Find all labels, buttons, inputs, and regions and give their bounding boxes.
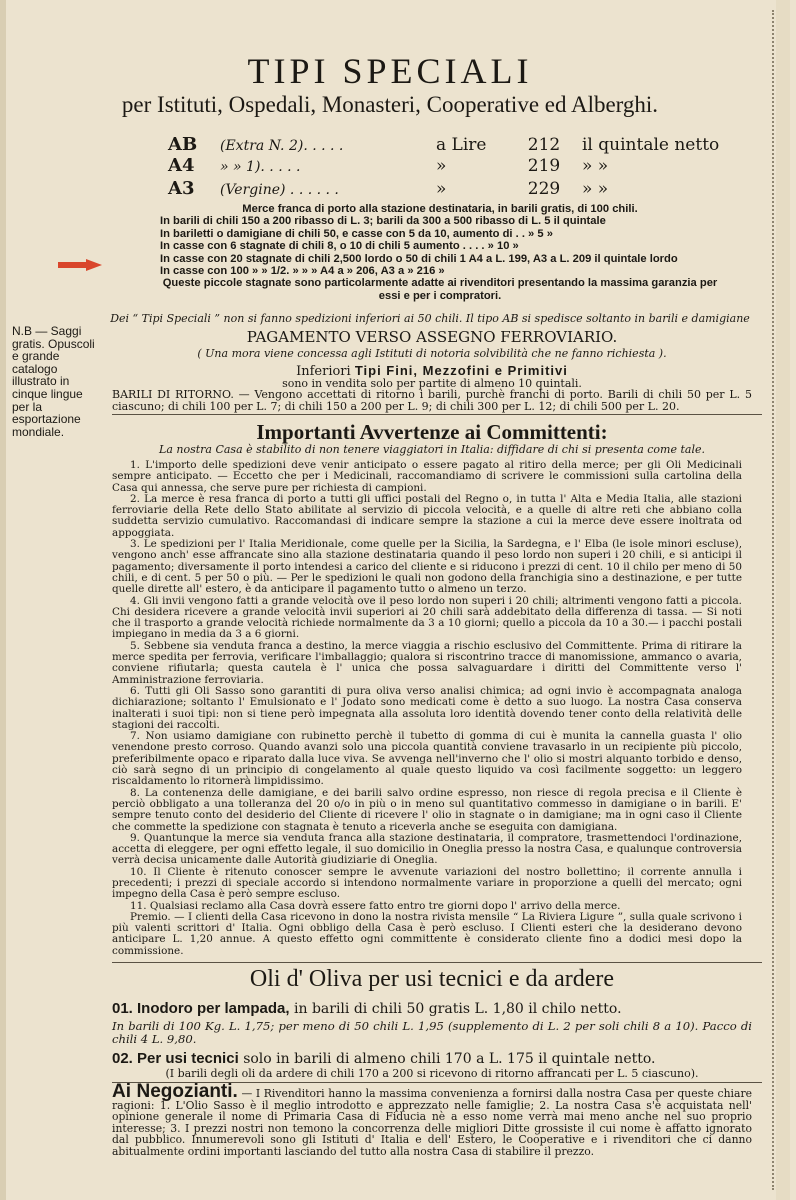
condition-line: In casse con 6 stagnate di chili 8, o 10 di chili 5 aumento . . . . » 10 » — [160, 240, 519, 253]
avvertenza-item: 4. Gli invii vengono fatti a grande velocità ove il peso lordo non superi i 20 chili; altrimenti vengono fatti a piccola. Chi desidera ricevere a grande velocità invii superiori ai 20 chili sarà addebitato della differenza di tassa. — Si noti che il trasporto a grande velocità richiede normalmente da 3 a 10 giorni; quello a piccola da 10 a 30.— i pacchi postali impiegano in media da 3 a 6 giorni. — [112, 594, 742, 641]
oli-o2 — [112, 1050, 752, 1067]
special-note: Dei “ Tipi Speciali ” non si fanno spedizioni inferiori ai 50 chili. Il tipo AB si spedisce soltanto in barili e damigiane — [110, 312, 750, 325]
avvertenza-item: Premio. — I clienti della Casa ricevono in dono la nostra rivista mensile “ La Riviera Ligure ”, sulla quale scrivono i più valenti scrittori d' Italia. Ogni obbligo della Casa è però escluso. I Clienti esteri che la desiderano devono anticipare L. 1,20 annue. A questo effetto ogni committente è considerato cliente fino a dodici mesi dopo la commissione. — [112, 910, 742, 957]
condition-line: Merce franca di porto alla stazione destinataria, in barili gratis, di 100 chili. — [242, 203, 638, 215]
pointing-hand-icon — [56, 258, 104, 272]
avvertenza-item: 9. Quantunque la merce sia venduta franca alla stazione destinataria, il compratore, trasmettendoci l'ordinazione, accetta di eleggere, per ogni effetto legale, il suo domicilio in Oneglia presso la nostra Casa, e qualunque controversia verrà decisa unicamente dalle Autorità giudiziarie di Oneglia. — [112, 831, 742, 867]
o1-detail: In barili di 100 Kg. L. 1,75; per meno di 50 chili L. 1,95 (supplemento di L. 2 per soli chili 8 a 10). Pacco di chili 4 L. 9,80. — [112, 1019, 752, 1046]
price-unit: » — [436, 179, 447, 199]
inferiori-types: Tipi Fini, Mezzofini e Primitivi — [354, 363, 568, 378]
avvertenza-item: 6. Tutti gli Oli Sasso sono garantiti di pura oliva verso analisi chimica; ad ogni invio è accompagnata analoga dichiarazione; soltanto l' Emulsionato e l' Jodato sono medicati come è detto a suo luogo. La nostra Casa conserva inalterati i suoi tipi: non si tiene però impegnata alla assoluta loro identità dovendo tener conto della relatività delle stagioni dei raccolti. — [112, 684, 742, 731]
price-desc: » » 1). . . . . — [220, 159, 301, 175]
price-desc: (Extra N. 2). . . . . — [220, 138, 344, 154]
price-value: 229 — [527, 179, 561, 199]
inferiori-note: sono in vendita solo per partite di almeno 10 quintali. — [282, 377, 582, 390]
page-left-edge — [0, 0, 6, 1200]
price-code: A4 — [168, 155, 195, 176]
side-note: N.B — Saggi gratis. Opuscoli e grande catalogo illustrato in cinque lingue per la esportazione mondiale. — [12, 324, 95, 439]
avvertenza-item: 10. Il Cliente è ritenuto conoscer sempre le avvenute variazioni del nostro bollettino; il corrente annulla i precedenti; i prezzi di speciale accordo si intendono normalmente variare in proporzione a quelli del mercato; ogni impegno della Casa è però sempre escluso. — [112, 865, 742, 901]
shipping-conditions — [160, 203, 720, 302]
payment-note: ( Una mora viene concessa agli Istituti di notoria solvibilità che ne fanno richiesta ). — [197, 347, 667, 360]
price-tail: » » — [582, 156, 609, 176]
avvertenza-item: 3. Le spedizioni per l' Italia Meridionale, come quelle per la Sicilia, la Sardegna, e l' Elba (le isole minori escluse), vengono anch' esse affrancate sino alla stazione destinataria quando il peso lordo non superi i 20 chili, e si anticipi il pagamento; diversamente il porto intendesi a carico del cliente e si riducono i prezzi di cent. 10 il chilo per meno di 50 chili, e di cent. 5 per 50 o più. — Per le spedizioni le quali non godono della franchigia sino a destinazione, e per tutte quelle dirette all' estero, è da anticipare il pagamento tutto o almeno un terzo. — [112, 538, 742, 596]
o2-label: 02. Per usi tecnici — [112, 1050, 239, 1067]
o2-detail: (I barili degli oli da ardere di chili 170 a 200 si ricevono di ritorno affrancati per L. 5 ciascuno). — [165, 1067, 699, 1080]
avvertenza-item: 1. L'importo delle spedizioni deve venir anticipato o essere pagato al ritiro della merce; per gli Oli Medicinali sempre anticipato. — Eccetto che per i Medicinali, raccomandiamo di scrivere le commissioni sulla cartolina della Casa qui annessa, che serve pure per richiesta di campioni. — [112, 459, 742, 494]
price-tail: il quintale netto — [582, 135, 720, 155]
price-code: A3 — [168, 178, 195, 199]
o1-label: 01. Inodoro per lampada, — [112, 1000, 290, 1017]
condition-line: In bariletti o damigiane di chili 50, e casse con 5 da 10, aumento di . . » 5 » — [160, 227, 553, 240]
negozianti-title: Ai Negozianti. — [112, 1081, 238, 1102]
avvertenza-item: 8. La contenenza delle damigiane, e dei barili salvo ordine espresso, non riesce di regola precisa e il Cliente è perciò obbligato a una tolleranza del 20 o/o in più o in meno sul quantitativo commesso in damigiane o in barili. E' sempre tenuto conto del desiderio del Cliente di ricevere l' olio in stagnate o in damigiane; ma in ogni caso il Cliente che commette la spedizione con stagnata è tenuto a riceverla anche se eseguita con damigiana. — [112, 786, 742, 833]
divider — [112, 962, 762, 963]
divider — [112, 414, 762, 415]
avvertenze-title: Importanti Avvertenze ai Committenti: — [256, 420, 608, 444]
avvertenza-item: 2. La merce è resa franca di porto a tutti gli uffici postali del Regno o, in tutta l' Alta e Media Italia, alle stazioni ferroviarie della Rete dello Stato abilitate al servizio di piccola velocità, e a quelle di altre reti che abbiano colla suddetta servizio cumulativo. Raccomandasi di indicare sempre la stazione a cui la merce deve essere inoltrata od appoggiata. — [112, 492, 742, 539]
price-code: AB — [168, 134, 198, 155]
price-desc: (Vergine) . . . . . . — [220, 182, 339, 198]
oli-title: Oli d' Oliva per usi tecnici e da ardere — [249, 966, 615, 992]
avvertenza-item: 5. Sebbene sia venduta franca a destino, la merce viaggia a rischio esclusivo del Committente. Prima di ritirare la merce spedita per ferrovia, verificare l'imballaggio; qualora si riscontrino tracce di manomissione, ammanco o avaria, conviene rifiutarla; questa cautela è l' unica che possa salvaguardare i diritti del Committente verso l' Amministrazione ferroviaria. — [112, 639, 742, 686]
avvertenze-list — [112, 460, 742, 957]
negozianti-text: — I Rivenditori hanno la massima convenienza a fornirsi dalla nostra Casa per queste chiare ragioni: 1. L'Olio Sasso è il meglio introdotto e apprezzato nelle famiglie; 2. La nostra Casa s'è acquistata nell' opinione generale il nome di Primaria Casa di Fiducia nè a esso nome verrà mai meno anche nel suo proprio interesse; 3. I prezzi nostri non temono la concorrenza delle migliori Ditte grossiste il cui nome è affatto ignorato dal pubblico. Innumerevoli sono gli Istituti d' Italia e dell' Estero, le Cooperative e i rivenditori che ci danno abitualmente ordini importanti lasciando del tutto alla nostra Casa di stabilire il prezzo. — [112, 1087, 752, 1158]
inferiori-label: Inferiori — [296, 364, 351, 379]
o1-text: in barili di chili 50 gratis L. 1,80 il chilo netto. — [294, 1001, 622, 1017]
oli-o1 — [112, 1000, 752, 1017]
condition-line: essi e per i compratori. — [378, 289, 502, 302]
o2-text: solo in barili di almeno chili 170 a L. 175 il quintale netto. — [243, 1051, 656, 1067]
price-unit: » — [436, 156, 447, 176]
condition-line: In casse con 100 » » 1/2. » » » A4 a » 206, A3 a » 216 » — [160, 265, 445, 278]
avvertenze-subtitle: La nostra Casa è stabilito di non tenere viaggiatori in Italia: diffidare di chi si presenta come tale. — [159, 443, 705, 456]
price-value: 219 — [527, 156, 561, 176]
page-title: TIPI SPECIALI — [247, 51, 533, 91]
barili-ritorno: BARILI DI RITORNO. — Vengono accettati di ritorno i barili, purchè franchi di porto. Barili di chili 50 per L. 5 ciascuno; di chili 100 per L. 7; di chili 150 a 200 per L. 9; di chili 300 per L. 12; di chili 500 per L. 20. — [112, 388, 752, 413]
negozianti-section — [112, 1081, 752, 1158]
condition-line: Queste piccole stagnate sono particolarmente adatte ai rivenditori presentando la massima garanzia per — [162, 277, 718, 290]
price-row — [168, 134, 719, 155]
condition-line: In barili di chili 150 a 200 ribasso di L. 3; barili da 300 a 500 ribasso di L. 5 il quintale — [160, 215, 606, 228]
page-right-margin — [776, 0, 790, 1200]
perforation-line — [772, 10, 774, 1190]
price-row — [168, 178, 608, 199]
avvertenza-item: 11. Qualsiasi reclamo alla Casa dovrà essere fatto entro tre giorni dopo l' arrivo della merce. — [130, 899, 621, 912]
price-unit: a Lire — [436, 135, 487, 155]
avvertenza-item: 7. Non usiamo damigiane con rubinetto perchè il tubetto di gomma di cui è munita la cannella guasta l' olio venendone presto corroso. Quando avanzi solo una piccola quantità conviene travasarlo in un recipiente più piccolo, preferibilmente opaco e riparato dalla luce viva. Se avvenga nell'inverno che l' olio si mostri alquanto torbido e denso, ciò sarà segno di un principio di congelamento al quale questo liquido va così facilmente soggetto: un leggero riscaldamento lo ritornerà limpidissimo. — [112, 730, 742, 788]
payment-title: PAGAMENTO VERSO ASSEGNO FERROVIARIO. — [246, 328, 618, 346]
page-subtitle: per Istituti, Ospedali, Monasteri, Cooperative ed Alberghi. — [121, 92, 659, 117]
condition-line: In casse con 20 stagnate di chili 2,500 lordo o 50 di chili 1 A4 a L. 199, A3 a L. 209 il quintale lordo — [160, 252, 678, 265]
price-tail: » » — [582, 179, 609, 199]
price-value: 212 — [527, 135, 561, 155]
price-row — [168, 155, 608, 176]
